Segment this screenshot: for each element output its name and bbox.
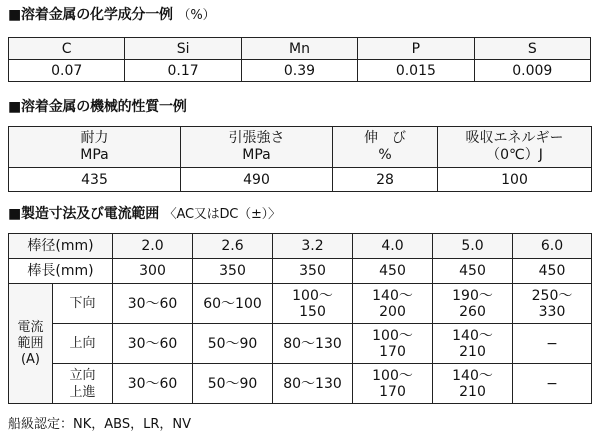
current-row-overhead <box>9 324 592 364</box>
length-value: 350 <box>193 259 273 284</box>
element-header: Mn <box>241 38 357 60</box>
current-value: 30〜60 <box>113 284 193 324</box>
tensile-strength-value: 490 <box>181 168 333 192</box>
current-value: 140〜 200 <box>353 284 433 324</box>
composition-table <box>8 37 591 82</box>
diameter-row <box>9 234 592 259</box>
classification-approvals: 船級認定：NK，ABS，LR，NV <box>8 417 191 432</box>
current-value: 30〜60 <box>113 364 193 404</box>
element-header: Si <box>125 38 241 60</box>
absorbed-energy-header: 吸収エネルギー （0℃）J <box>438 127 592 168</box>
current-value: 50〜90 <box>193 364 273 404</box>
sizes-table <box>8 233 592 404</box>
current-value: 80〜130 <box>273 364 353 404</box>
current-value: − <box>513 324 592 364</box>
length-value: 350 <box>273 259 353 284</box>
current-value: 250〜 330 <box>513 284 592 324</box>
absorbed-energy-value: 100 <box>438 168 592 192</box>
yield-strength-header: 耐力 MPa <box>9 127 181 168</box>
yield-strength-value: 435 <box>9 168 181 192</box>
composition-heading <box>8 4 215 24</box>
current-value: − <box>513 364 592 404</box>
current-value: 100〜 170 <box>353 324 433 364</box>
composition-header-row <box>9 38 591 60</box>
diameter-value: 2.6 <box>193 234 273 259</box>
current-value: 30〜60 <box>113 324 193 364</box>
diameter-value: 2.0 <box>113 234 193 259</box>
mechanical-header-row <box>9 127 592 168</box>
tensile-strength-header: 引張強さ MPa <box>181 127 333 168</box>
element-header: S <box>474 38 590 60</box>
current-value: 60〜100 <box>193 284 273 324</box>
element-header: P <box>358 38 474 60</box>
element-header: C <box>9 38 125 60</box>
mechanical-heading <box>8 96 187 116</box>
element-value: 0.17 <box>125 60 241 82</box>
element-value: 0.39 <box>241 60 357 82</box>
position-label-flat: 下向 <box>53 284 113 324</box>
sizes-title: ■製造寸法及び電流範囲 <box>8 206 160 222</box>
length-value: 450 <box>513 259 592 284</box>
element-value: 0.015 <box>358 60 474 82</box>
diameter-label: 棒径(mm) <box>9 234 113 259</box>
current-value: 140〜 210 <box>433 364 513 404</box>
diameter-value: 3.2 <box>273 234 353 259</box>
diameter-value: 4.0 <box>353 234 433 259</box>
current-row-vertical-up <box>9 364 592 404</box>
mechanical-title: ■溶着金属の機械的性質一例 <box>8 99 187 115</box>
current-value: 50〜90 <box>193 324 273 364</box>
element-value: 0.07 <box>9 60 125 82</box>
length-value: 450 <box>433 259 513 284</box>
current-value: 100〜 170 <box>353 364 433 404</box>
current-value: 100〜 150 <box>273 284 353 324</box>
mechanical-value-row <box>9 168 592 192</box>
current-value: 140〜 210 <box>433 324 513 364</box>
element-value: 0.009 <box>474 60 590 82</box>
sizes-heading <box>8 203 281 223</box>
position-label-vertical-up: 立向 上進 <box>53 364 113 404</box>
current-value: 80〜130 <box>273 324 353 364</box>
position-label-overhead: 上向 <box>53 324 113 364</box>
length-value: 300 <box>113 259 193 284</box>
diameter-value: 5.0 <box>433 234 513 259</box>
current-range-label: 電流 範囲 (A) <box>9 284 53 404</box>
sizes-note: 〈AC又はDC（±）〉 <box>163 207 281 222</box>
composition-title: ■溶着金属の化学成分一例 <box>8 7 173 23</box>
length-value: 450 <box>353 259 433 284</box>
elongation-value: 28 <box>333 168 438 192</box>
composition-value-row <box>9 60 591 82</box>
mechanical-table <box>8 126 592 192</box>
elongation-header: 伸 び % <box>333 127 438 168</box>
diameter-value: 6.0 <box>513 234 592 259</box>
length-label: 棒長(mm) <box>9 259 113 284</box>
current-value: 190〜 260 <box>433 284 513 324</box>
composition-unit: （%） <box>177 8 216 23</box>
current-row-flat <box>9 284 592 324</box>
length-row <box>9 259 592 284</box>
